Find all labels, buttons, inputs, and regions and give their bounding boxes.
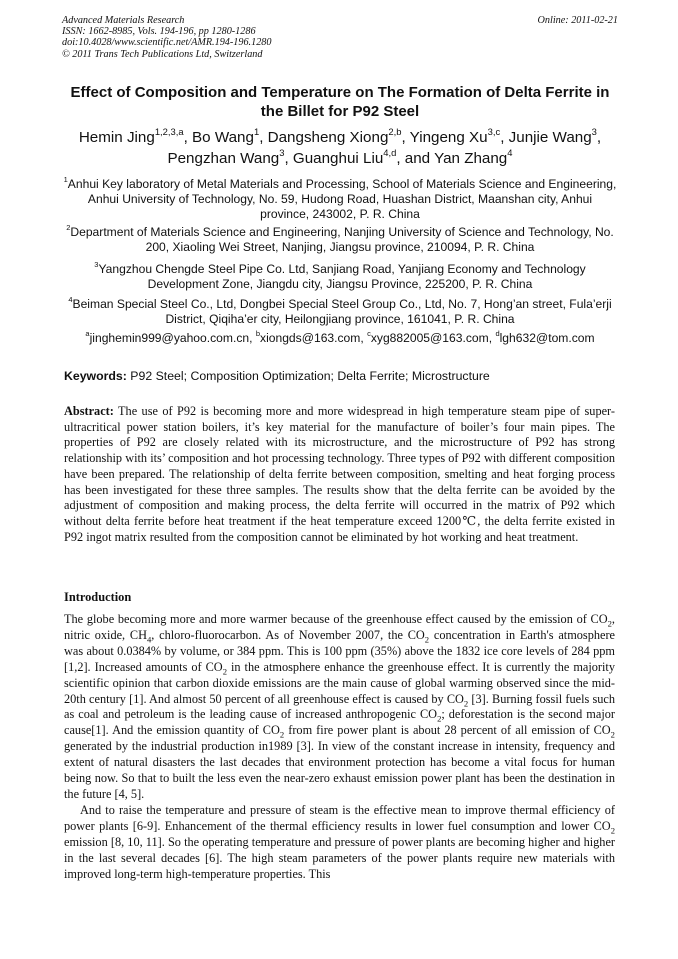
author: Dangsheng Xiong$^{2,b}$ — [267, 125, 402, 146]
journal-header — [62, 15, 618, 60]
keywords-label: Keywords: — [64, 369, 127, 383]
affiliation-3: $^3$Yangzhou Chengde Steel Pipe Co. Ltd, Sanjiang Road, Yanjiang Economy and Technology Development Zone, Jiangdu city, Jiangsu Province, 225200, P. R. China — [94, 259, 586, 292]
email-link[interactable]: $^d$lgh632@tom.com — [495, 328, 595, 345]
paper-title: Effect of Composition and Temperature on The Formation of Delta Ferrite in the Billet for P92 Steel — [70, 84, 610, 120]
paragraph: And to raise the temperature and pressure of steam is the effective mean to improve thermal efficiency of power plants [6-9]. Enhancement of the thermal efficiency results in lower fuel consumption and lower $CO_2$ emission [8, 10, 11]. So the operating temperature and pressure of power plants are becoming higher and higher in the last several decades [6]. The high steam parameters of the power plants require new materials with improved long-term high-temperature properties. This — [64, 802, 615, 881]
introduction-body — [64, 612, 615, 882]
section-heading-introduction: Introduction — [64, 590, 132, 604]
author: Pengzhan Wang$^3$ — [167, 146, 285, 167]
paragraph: The globe becoming more and more warmer because of the greenhouse effect caused by the emission of $CO_2$, nitric oxide, $CH_4$, chloro-fluorocarbon. As of November 2007, the $CO_2$ concentration in Earth's atmosphere was about 0.0384% by volume, or 384 ppm. This is 100 ppm (35%) above the 1832 ice core levels of 284 ppm [1,2]. Increased amounts of $CO_2$ in the atmosphere enhance the greenhouse effect. It is currently the majority scientific opinion that carbon dioxide emissions are the main cause of global warming observed since the mid-20th century [1]. And almost 50 percent of all greenhouse effect is caused by $CO_2$ [3]. Burning fossil fuels such as coal and petroleum is the leading cause of increased anthropogenic $CO_2$; deforestation is the second major cause[1]. And the emission quantity of $CO_2$ from fire power plant is about 28 percent of all emission of $CO_2$ generated by the industrial production in1989 [3]. In view of the constant increase in intensity, frequency and extent of natural disasters the last decades that environment protection has become a vital focus for human being now. So that to built the less even the near-zero exhaust emission power plant has been the destination in the future [4, 5]. — [64, 612, 616, 801]
affiliation-1: $^1$Anhui Key laboratory of Metal Materials and Processing, School of Materials Science and Engineering, Anhui University of Technology, No. 59, Hudong Road, Huashan District, Maanshan city, Anhui province, 243002, P. R. China — [63, 174, 617, 222]
issn-line: ISSN: 1662-8985, Vols. 194-196, pp 1280-1286 — [62, 26, 256, 38]
affiliation-4: $^4$Beiman Special Steel Co., Ltd, Dongbei Special Steel Group Co., Ltd, No. 7, Hong’an street, Fula’erji District, Qiqiha’er city, Heilongjiang province, 161041, P. R. China — [68, 294, 612, 327]
doi-line: doi:10.4028/www.scientific.net/AMR.194-196.1280 — [62, 37, 272, 49]
email-link[interactable]: $^c$xyg882005@163.com — [367, 328, 489, 345]
abstract — [64, 404, 615, 545]
abstract-label: Abstract: — [64, 404, 114, 418]
author: Junjie Wang$^3$ — [508, 125, 597, 146]
online-date: Online: 2011-02-21 — [537, 15, 618, 26]
author: Hemin Jing$^{1,2,3,a}$ — [78, 125, 184, 146]
author: Yan Zhang$^4$ — [434, 146, 513, 167]
journal-name: Advanced Materials Research — [62, 15, 185, 26]
author: Guanghui Liu$^{4,d}$ — [292, 146, 397, 167]
email-link[interactable]: $^a$jinghemin999@yahoo.com.cn — [85, 328, 250, 345]
author: Yingeng Xu$^{3,c}$ — [409, 125, 501, 146]
author-list: Hemin Jing$^{1,2,3,a}$, Bo Wang$^1$, Dangsheng Xiong$^{2,b}$, Yingeng Xu$^{3,c}$, Junjie Wang$^3$, Pengzhan Wang$^3$, Guanghui Liu$^{4,d}$, and Yan Zhang$^4$ — [78, 125, 602, 167]
email-link[interactable]: $^b$xiongds@163.com — [255, 328, 361, 345]
copyright-line: © 2011 Trans Tech Publications Ltd, Switzerland — [62, 48, 263, 60]
abstract-text: The use of P92 is becoming more and more widespread in high temperature steam pipe of super-ultracritical power station boilers, it’s key material for the manufacture of boiler’s four main pipes. The properties of P92 are closely related with its microstructure, and the microstructure of P92 has strong relationship with its’ composition and hot processing technology. Three types of P92 with different composition have been prepared. The relationship of delta ferrite between composition, smelting and heat forging process has been investigated for these three samples. The results show that the delta ferrite can be avoided by the adjustment of composition and making process, the delta ferrite will occurred in the matrix of P92 which without delta ferrite before heat treatment if the heat temperature exceed 1200℃, the delta ferrite existed in P92 ingot matrix resulted from the composition cannot be eliminated by hot working and heat treatment. — [64, 404, 616, 544]
author: Bo Wang$^1$ — [192, 125, 260, 146]
keywords-text: P92 Steel; Composition Optimization; Delta Ferrite; Microstructure — [130, 369, 490, 383]
affiliation-2: $^2$Department of Materials Science and Engineering, Nanjing University of Science and Technology, No. 200, Xiaoling Wei Street, Nanjing, Jiangsu province, 210094, P. R. China — [66, 222, 614, 255]
keywords — [64, 369, 620, 384]
email-list: $^a$jinghemin999@yahoo.com.cn, $^b$xiongds@163.com, $^c$xyg882005@163.com, $^d$lgh632@tom.com — [85, 328, 595, 345]
